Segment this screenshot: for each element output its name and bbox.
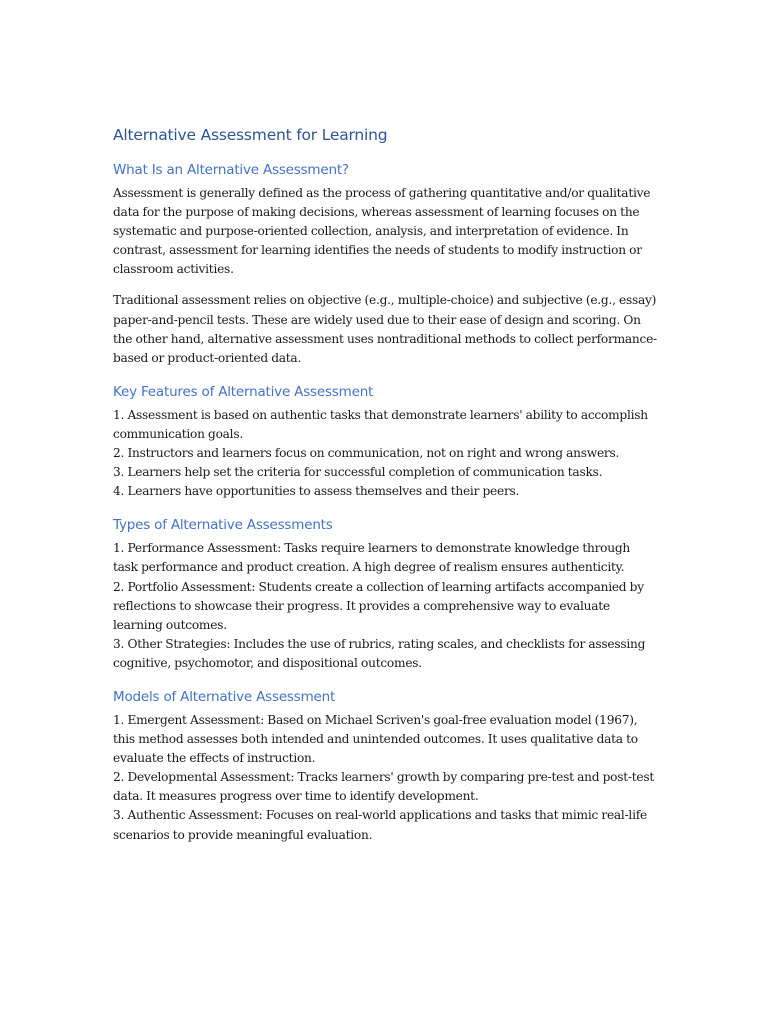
section-heading: Models of Alternative Assessment [113,688,336,705]
list-item: 3. Other Strategies: Includes the use of rubrics, rating scales, and checklists for assessing cognitive, psychomotor, and dispositional outcomes. [113,636,646,670]
list-item: 4. Learners have opportunities to assess themselves and their peers. [113,484,520,499]
list-item: 2. Developmental Assessment: Tracks learners' growth by comparing pre-test and post-test data. It measures progress over time to identify development. [113,770,655,804]
section-heading: Types of Alternative Assessments [113,517,333,534]
section-models [113,687,658,845]
list-item: 3. Learners help set the criteria for successful completion of communication tasks. [113,465,603,480]
list-item: 2. Instructors and learners focus on communication, not on right and wrong answers. [113,446,620,461]
list-item: 1. Emergent Assessment: Based on Michael Scriven's goal-free evaluation model (1967), this method assesses both intended and unintended outcomes. It uses qualitative data to evaluate the effects of instruction. [113,712,638,766]
section-what-is [113,160,658,368]
list-item: 3. Authentic Assessment: Focuses on real-world applications and tasks that mimic real-life scenarios to provide meaningful evaluation. [113,808,647,842]
section-key-features [113,382,658,501]
section-heading: Key Features of Alternative Assessment [113,383,374,400]
paragraph: Assessment is generally defined as the process of gathering quantitative and/or qualitative data for the purpose of making decisions, whereas assessment of learning focuses on the systematic and purpose-oriented collection, analysis, and interpretation of evidence. In contrast, assessment for learning identifies the needs of students to modify instruction or classroom activities. [113,186,651,277]
list-item: 1. Assessment is based on authentic tasks that demonstrate learners' ability to accomplish communication goals. [113,407,648,441]
document-page [113,124,658,859]
list-item: 2. Portfolio Assessment: Students create a collection of learning artifacts accompanied by reflections to showcase their progress. It provides a comprehensive way to evaluate learning outcomes. [113,579,644,632]
paragraph: Traditional assessment relies on objective (e.g., multiple-choice) and subjective (e.g., essay) paper-and-pencil tests. These are widely used due to their ease of design and scoring. On the other hand, alternative assessment uses nontraditional methods to collect performance-based or product-oriented data. [113,293,657,365]
section-types [113,515,658,673]
list-item: 1. Performance Assessment: Tasks require learners to demonstrate knowledge through task performance and product creation. A high degree of realism ensures authenticity. [113,541,631,575]
document-title: Alternative Assessment for Learning [113,126,388,144]
section-heading: What Is an Alternative Assessment? [113,162,349,178]
